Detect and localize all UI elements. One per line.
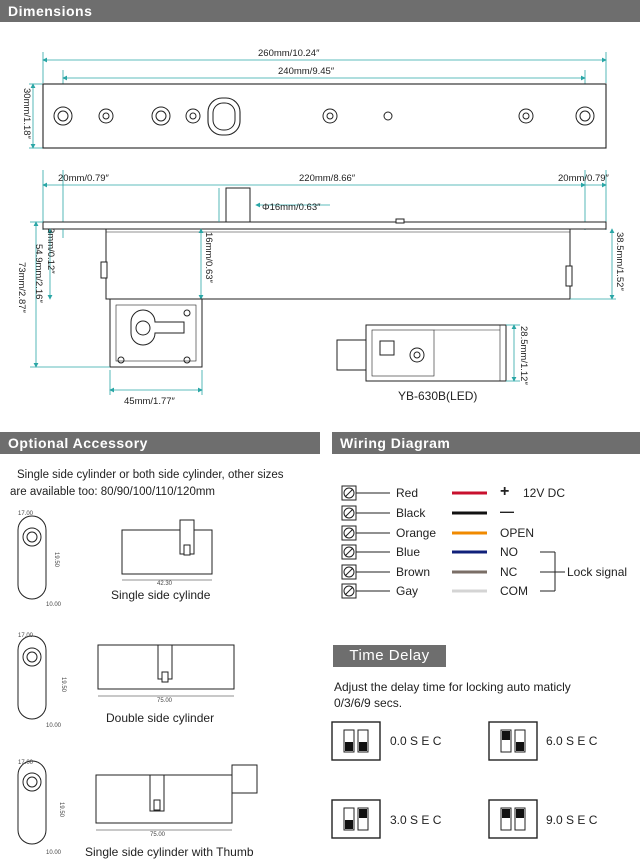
wire-label-no: NO [500, 545, 518, 559]
dimensions-header: Dimensions [0, 0, 640, 22]
lock-signal-label: Lock signal [567, 565, 628, 579]
wire-label-nc: NC [500, 565, 518, 579]
cyl3-height: 19.50 [58, 802, 64, 818]
cyl3-width: 17.00 [18, 760, 34, 766]
wire-name-brown: Brown [396, 565, 431, 579]
lock-signal-bracket [540, 552, 565, 591]
cylinder-thumb-drawing [18, 761, 257, 844]
minus-symbol: — [500, 503, 514, 519]
dip-switch-6 [489, 722, 537, 760]
cylinder-double-drawing [18, 636, 234, 719]
delay-desc-1: Adjust the delay time for locking auto maticly [334, 680, 571, 694]
cyl2-width: 17.00 [18, 633, 34, 639]
cyl2-base: 10.00 [46, 723, 62, 729]
bolt-height-label: 16mm/0.63″ [203, 232, 214, 283]
delay-desc-2: 0/3/6/9 secs. [334, 696, 403, 710]
delay-option-0: 0.0 S E C [390, 734, 442, 748]
plate-height-label: 30mm/1.18″ [21, 88, 32, 139]
side-depth-label: 38.5mm/1.52″ [614, 232, 625, 291]
wiring-terminals [342, 486, 390, 598]
accessory-intro-2: are available too: 80/90/100/110/120mm [10, 486, 216, 498]
cylinder-caption-1: Single side cylinde [111, 588, 211, 602]
time-delay-header: Time Delay [333, 645, 446, 667]
module-height-label: 28.5mm/1.12″ [518, 326, 529, 385]
gap-label: 3mm/0.12″ [45, 228, 56, 274]
bolt-diameter-label: Φ16mm/0.63″ [262, 202, 321, 213]
dip-switch-0 [332, 722, 380, 760]
led-module-drawing [337, 325, 520, 381]
cylinder-caption-2: Double side cylinder [106, 711, 215, 725]
left-offset-label: 20mm/0.79″ [58, 173, 109, 184]
body-length-label: 220mm/8.66″ [299, 173, 356, 184]
wire-label-com: COM [500, 584, 528, 598]
model-label: YB-630B(LED) [398, 389, 478, 403]
dip-switch-3 [332, 800, 380, 838]
right-offset-label: 20mm/0.79″ [558, 173, 609, 184]
delay-option-9: 9.0 S E C [546, 813, 598, 827]
plus-symbol: + [500, 483, 510, 500]
wire-name-gay: Gay [396, 584, 419, 598]
wire-name-orange: Orange [396, 526, 437, 540]
wire-name-blue: Blue [396, 545, 421, 559]
cyl2-height: 19.50 [60, 677, 66, 693]
body-depth-label: 54.9mm/2.16″ [33, 244, 44, 303]
cyl1-height: 19.50 [53, 552, 59, 568]
hole-spacing-label: 240mm/9.45″ [278, 66, 335, 77]
dip-switch-9 [489, 800, 537, 838]
wire-label-open: OPEN [500, 526, 535, 540]
overall-length-label: 260mm/10.24″ [258, 48, 320, 59]
wire-label-12v: 12V DC [523, 486, 566, 500]
cylinder-single-drawing [18, 516, 212, 599]
cyl3-length: 75.00 [150, 832, 166, 838]
cyl1-length: 42.30 [157, 581, 173, 587]
cyl2-length: 75.00 [157, 698, 173, 704]
cyl3-base: 10.00 [46, 850, 62, 856]
accessory-intro-1: Single side cylinder or both side cylinder, other sizes [17, 469, 284, 481]
delay-option-6: 6.0 S E C [546, 734, 598, 748]
cyl1-width: 17.00 [18, 511, 34, 517]
wire-name-red: Red [396, 486, 419, 500]
wire-color-swatches [452, 493, 487, 591]
wire-name-black: Black [396, 506, 426, 520]
total-depth-label: 73mm/2.87″ [16, 262, 27, 313]
cylinder-caption-3: Single side cylinder with Thumb [85, 845, 254, 859]
cyl1-base: 10.00 [46, 602, 62, 608]
delay-option-3: 3.0 S E C [390, 813, 442, 827]
cylinder-width-label: 45mm/1.77″ [124, 396, 175, 407]
accessory-header: Optional Accessory [0, 432, 320, 454]
wiring-header: Wiring Diagram [332, 432, 640, 454]
